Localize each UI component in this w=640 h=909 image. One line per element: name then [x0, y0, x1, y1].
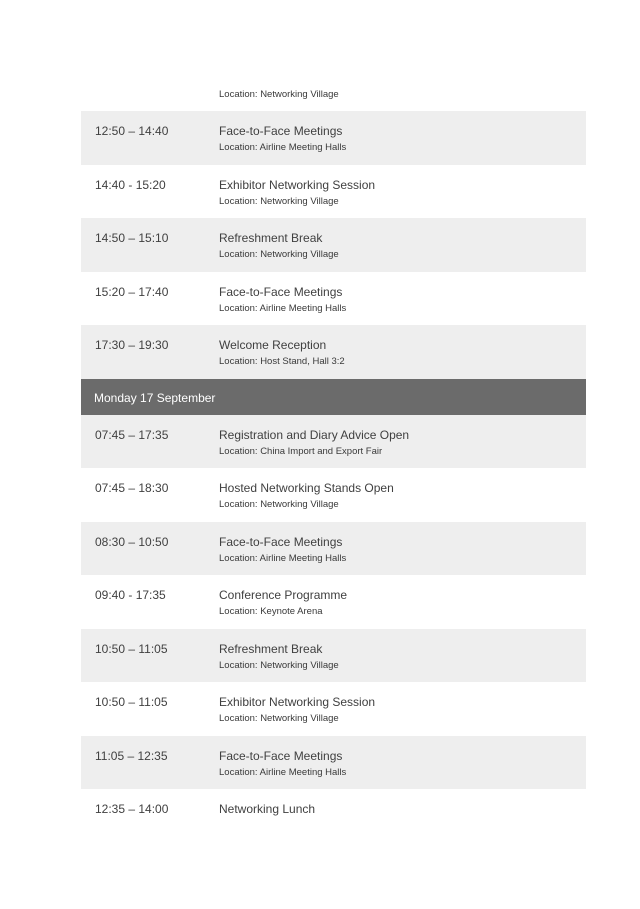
- session-time: 07:45 – 17:35: [95, 427, 169, 442]
- session-time: 17:30 – 19:30: [95, 338, 169, 352]
- session-time: 15:20 – 17:40: [95, 284, 169, 299]
- session-location: Location: Airline Meeting Halls: [219, 302, 347, 314]
- session-row: [81, 468, 586, 522]
- session-location: Location: Keynote Arena: [219, 606, 323, 617]
- session-row: [81, 165, 586, 219]
- session-location: Location: China Import and Export Fair: [219, 445, 383, 457]
- session-title: Refreshment Break: [219, 231, 323, 245]
- session-title: Exhibitor Networking Session: [219, 695, 376, 709]
- session-time: 14:50 – 15:10: [95, 231, 169, 245]
- session-row: [81, 682, 586, 736]
- day-header-label: Monday 17 September: [94, 390, 216, 405]
- session-title: Welcome Reception: [219, 338, 327, 352]
- schedule-table: [81, 111, 586, 843]
- session-location: Location: Networking Village: [219, 249, 339, 260]
- session-row: [81, 272, 586, 326]
- session-location: Location: Networking Village: [219, 713, 339, 724]
- session-title: Face-to-Face Meetings: [219, 284, 343, 299]
- session-title: Refreshment Break: [219, 641, 323, 656]
- session-title: Networking Lunch: [219, 802, 316, 816]
- session-row: [81, 325, 586, 379]
- session-row: [81, 522, 586, 576]
- session-row: [81, 575, 586, 629]
- session-row: [81, 629, 586, 683]
- session-location: Location: Airline Meeting Halls: [219, 552, 347, 564]
- session-location: Location: Networking Village: [219, 499, 339, 510]
- session-time: 07:45 – 18:30: [95, 481, 169, 495]
- session-row: [81, 111, 586, 165]
- session-location: Location: Networking Village: [219, 195, 339, 207]
- session-time: 14:40 - 15:20: [95, 177, 166, 192]
- session-title: Face-to-Face Meetings: [219, 748, 343, 763]
- session-time: 12:35 – 14:00: [95, 802, 169, 816]
- session-location: Location: Networking Village: [219, 659, 339, 671]
- session-title: Registration and Diary Advice Open: [219, 427, 410, 442]
- session-row: [81, 789, 586, 843]
- carry-over-location: Location: Networking Village: [219, 89, 339, 100]
- day-header: [81, 379, 586, 415]
- session-title: Face-to-Face Meetings: [219, 534, 343, 549]
- session-time: 09:40 - 17:35: [95, 588, 166, 602]
- session-time: 11:05 – 12:35: [95, 748, 168, 763]
- session-row: [81, 218, 586, 272]
- session-title: Hosted Networking Stands Open: [219, 481, 394, 495]
- session-location: Location: Airline Meeting Halls: [219, 142, 347, 153]
- session-time: 08:30 – 10:50: [95, 534, 169, 549]
- session-location: Location: Host Stand, Hall 3:2: [219, 356, 345, 367]
- session-location: Location: Airline Meeting Halls: [219, 766, 347, 778]
- session-row: [81, 415, 586, 469]
- session-title: Face-to-Face Meetings: [219, 124, 343, 138]
- session-time: 12:50 – 14:40: [95, 124, 169, 138]
- session-time: 10:50 – 11:05: [95, 641, 168, 656]
- session-time: 10:50 – 11:05: [95, 695, 168, 709]
- session-title: Conference Programme: [219, 588, 348, 602]
- session-title: Exhibitor Networking Session: [219, 177, 376, 192]
- session-row: [81, 736, 586, 790]
